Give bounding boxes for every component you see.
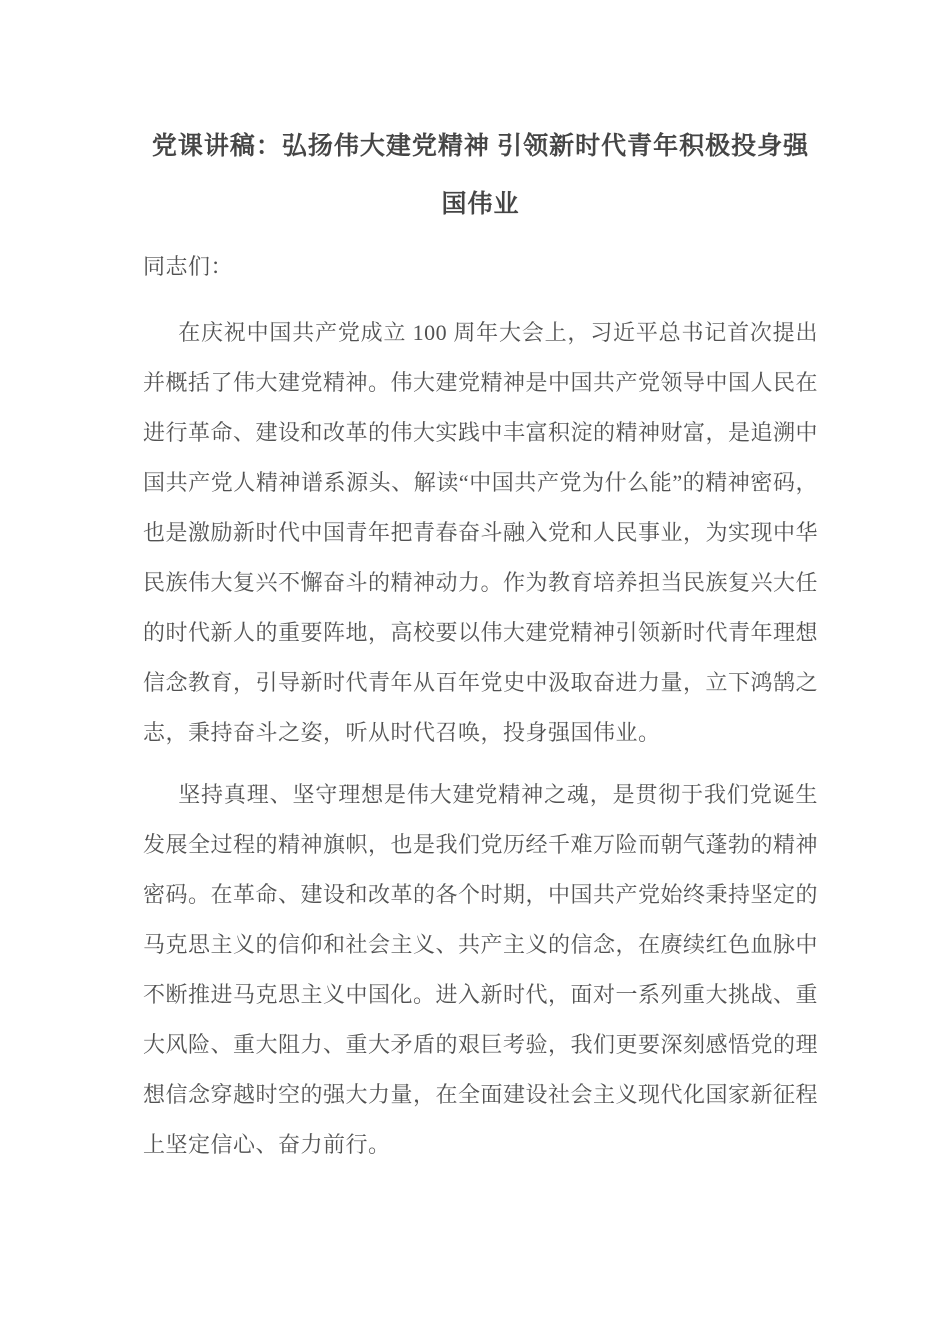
document-title: 党课讲稿：弘扬伟大建党精神 引领新时代青年积极投身强国伟业 xyxy=(151,133,810,218)
body-paragraph: 坚持真理、坚守理想是伟大建党精神之魂，是贯彻于我们党诞生发展全过程的精神旗帜，也是我们党历经千难万险而朝气蓬勃的精神密码。在革命、建设和改革的各个时期，中国共产党始终秉持坚定的马克思主义的信仰和社会主义、共产主义的信念，在赓续红色血脉中不断推进马克思主义中国化。进入新时代，面对一系列重大挑战、重大风险、重大阻力、重大矛盾的艰巨考验，我们更要深刻感悟党的理想信念穿越时空的强大力量，在全面建设社会主义现代化国家新征程上坚定信心、奋力前行。 xyxy=(143,782,819,1157)
document-content xyxy=(143,118,818,1182)
body-paragraph: 在庆祝中国共产党成立 100 周年大会上，习近平总书记首次提出并概括了伟大建党精神。伟大建党精神是中国共产党领导中国人民在进行革命、建设和改革的伟大实践中丰富积淀的精神财富，是追溯中国共产党人精神谱系源头、解读“中国共产党为什么能”的精神密码，也是激励新时代中国青年把青春奋斗融入党和人民事业，为实现中华民族伟大复兴不懈奋斗的精神动力。作为教育培养担当民族复兴大任的时代新人的重要阵地，高校要以伟大建党精神引领新时代青年理想信念教育，引导新时代青年从百年党史中汲取奋进力量，立下鸿鹄之志，秉持奋斗之姿，听从时代召唤，投身强国伟业。 xyxy=(143,320,819,745)
salutation: 同志们： xyxy=(143,254,234,279)
